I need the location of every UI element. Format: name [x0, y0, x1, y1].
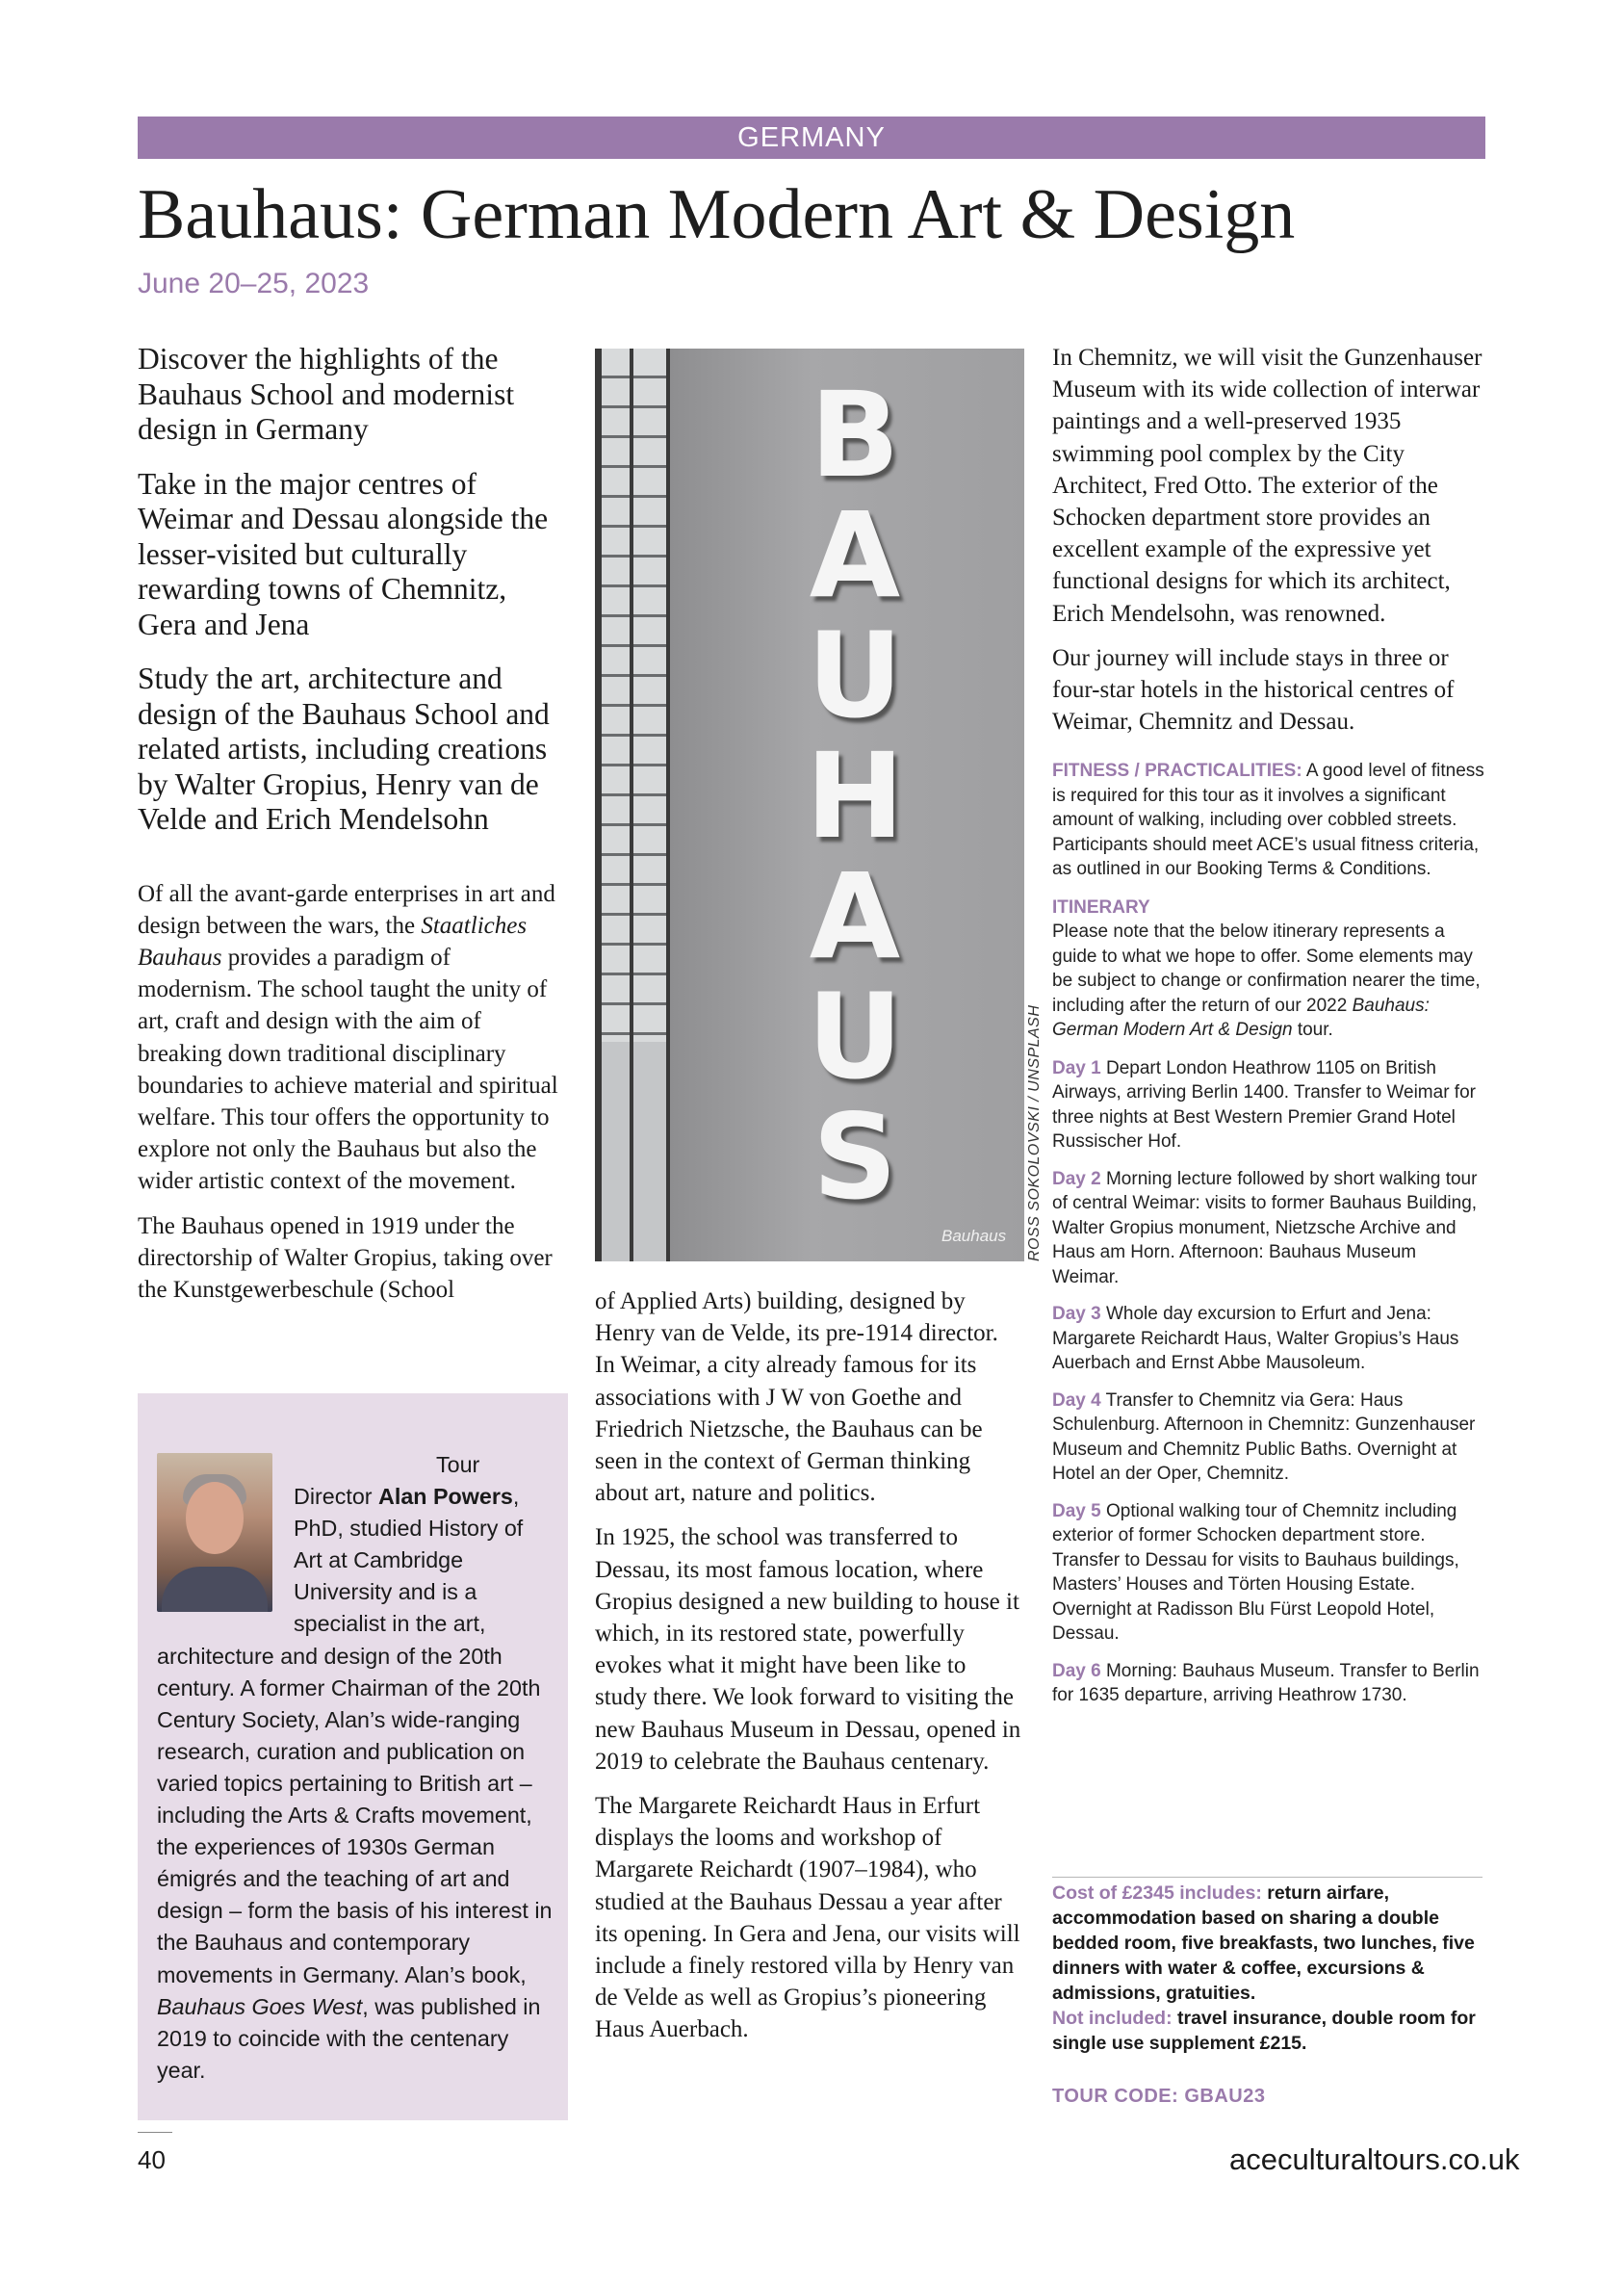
day-label: Day 4 — [1052, 1389, 1101, 1411]
middle-paragraph-3: The Margarete Reichardt Haus in Erfurt displays the looms and workshop of Margarete Reichardt (1907–1984), who studied at the Bauhaus Dessau a year after its opening. In Gera and Jena, our visits will include a finely restored villa by Henry van de Velde as well as Gropius’s pioneering Haus Auerbach. — [595, 1793, 1020, 2043]
page-number-rule — [138, 2132, 172, 2133]
cost-section — [1052, 1881, 1487, 2056]
right-paragraph-1: In Chemnitz, we will visit the Gunzenhauser Museum with its wide collection of interwar paintings and a well-preserved 1935 swimming pool complex by the City Architect, Fred Otto. The exterior of the Schocken department store provides an excellent example of the expressive yet functional designs for which its architect, Erich Mendelsohn, was renowned. — [1052, 345, 1482, 627]
page-title: Bauhaus: German Modern Art & Design — [138, 175, 1296, 254]
bauhaus-photo — [595, 349, 1024, 1261]
not-included-text: travel insurance, double room for single use supplement £215. — [1052, 2008, 1476, 2054]
fitness-text: A good level of fitness is required for this tour as it involves a significant amount of walking, including over cobbled streets. Participants should meet ACE’s usual fitness criteria, as outlined in our Booking Terms & Conditions. — [1052, 761, 1484, 880]
director-text-b: , was published in 2019 to coincide with the centenary year. — [157, 1993, 541, 2083]
right-column — [1052, 342, 1487, 1708]
day-label: Day 5 — [1052, 1500, 1101, 1521]
right-paragraph-2: Our journey will include stays in three or four-star hotels in the historical centres of Weimar, Chemnitz and Dessau. — [1052, 644, 1455, 736]
itinerary-label: ITINERARY — [1052, 896, 1150, 918]
cost-label: Cost of £2345 includes: — [1052, 1882, 1262, 1904]
page-number: 40 — [138, 2145, 166, 2174]
photo-letters — [792, 367, 917, 1226]
itinerary-section — [1052, 895, 1487, 1708]
day-text: Transfer to Chemnitz via Gera: Haus Schulenburg. Afternoon in Chemnitz: Gunzenhauser Museum and Chemnitz Public Baths. Overnight at Hotel an der Oper, Chemnitz. — [1052, 1389, 1476, 1485]
middle-paragraph-1: of Applied Arts) building, designed by Henry van de Velde, its pre-1914 director. In Weimar, a city already famous for its associations with J W von Goethe and Friedrich Nietzsche, the Bauhaus can be seen in the context of German thinking about art, nature and politics. — [595, 1288, 998, 1507]
itinerary-note-italic: Bauhaus: German Modern Art & Design — [1052, 995, 1430, 1041]
tour-code: TOUR CODE: GBAU23 — [1052, 2086, 1266, 2107]
photo-sign-text: Bauhaus — [941, 1227, 1007, 1245]
intro-text-b: provides a paradigm of modernism. The school taught the unity of art, craft and design with the aim of breaking down traditional disciplinary boundaries to achieve material and spiritual welfare. This tour offers the opportunity to explore not only the Bauhaus but also the wider artistic context of the movement. — [138, 944, 558, 1195]
itinerary-day — [1052, 1659, 1487, 1708]
photo-letter: U — [807, 969, 903, 1105]
day-text: Optional walking tour of Chemnitz including exterior of former Schocken department store. Transfer to Dessau for visits to Bauhaus buildings, Masters’ Houses and Törten Housing Estate. Overnight at Radisson Blu Fürst Leopold Hotel, Dessau. — [1052, 1500, 1459, 1645]
photo-letter: A — [809, 487, 901, 624]
itinerary-note — [1052, 920, 1487, 1043]
photo-letter: U — [807, 608, 903, 744]
left-column — [138, 342, 569, 1318]
highlight-3: Study the art, architecture and design of the Bauhaus School and related artists, including creations by Walter Gropius, Henry van de Velde and Erich Mendelsohn — [138, 662, 550, 836]
itinerary-note-b: tour. — [1292, 1020, 1333, 1041]
day-label: Day 2 — [1052, 1168, 1101, 1189]
tour-dates: June 20–25, 2023 — [138, 268, 370, 299]
cost-divider — [1052, 1877, 1482, 1878]
highlight-1: Discover the highlights of the Bauhaus School and modernist design in Germany — [138, 342, 515, 446]
fitness-section — [1052, 759, 1487, 882]
website-url: aceculturaltours.co.uk — [1229, 2142, 1520, 2176]
highlight-2: Take in the major centres of Weimar and Dessau alongside the lesser-visited but culturally rewarding towns of Chemnitz, Gera and Jena — [138, 466, 549, 641]
fitness-label: FITNESS / PRACTICALITIES: — [1052, 761, 1302, 782]
itinerary-note-a: Please note that the below itinerary represents a guide to what we hope to offer. Some elements may be subject to change or confirmation nearer the time, including after the return of our 2022 — [1052, 921, 1481, 1016]
day-label: Day 3 — [1052, 1304, 1101, 1325]
itinerary-day — [1052, 1389, 1487, 1487]
country-banner — [138, 117, 1485, 159]
itinerary-day — [1052, 1167, 1487, 1290]
tour-director-box — [138, 1393, 568, 2120]
day-label: Day 1 — [1052, 1057, 1101, 1078]
director-name: Alan Powers — [378, 1484, 513, 1510]
itinerary-day — [1052, 1056, 1487, 1155]
director-book: Bauhaus Goes West — [157, 1993, 363, 2019]
day-text: Morning: Bauhaus Museum. Transfer to Berlin for 1635 departure, arriving Heathrow 1730. — [1052, 1660, 1480, 1706]
director-prefix: Tour Director — [294, 1452, 480, 1510]
photo-letter: S — [812, 1089, 897, 1226]
history-paragraph: The Bauhaus opened in 1919 under the directorship of Walter Gropius, taking over the Kunstgewerbeschule (School — [138, 1212, 553, 1303]
photo-letter: A — [809, 848, 901, 985]
day-text: Morning lecture followed by short walking tour of central Weimar: visits to former Bauhaus Building, Walter Gropius monument, Nietzsche Archive and Haus am Horn. Afternoon: Bauhaus Museum Weimar. — [1052, 1168, 1478, 1287]
director-text-a: , PhD, studied History of Art at Cambridge University and is a specialist in the art, architecture and design of the 20th century. A former Chairman of the 20th Century Society, Alan’s wide-ranging research, curation and publication on varied topics pertaining to British art – including the Arts & Crafts movement, the experiences of 1930s German émigrés and the teaching of art and design – form the basis of his interest in the Bauhaus and contemporary movements in Germany. Alan’s book, — [157, 1484, 553, 1987]
photo-credit: ROSS SOKOLOVSKI / UNSPLASH — [1026, 1004, 1043, 1261]
itinerary-day — [1052, 1499, 1487, 1647]
middle-column — [595, 1285, 1023, 2059]
intro-text-a: Of all the avant-garde enterprises in art and design between the wars, the — [138, 880, 555, 939]
itinerary-day — [1052, 1302, 1487, 1376]
not-included-label: Not included: — [1052, 2008, 1173, 2029]
intro-paragraph — [138, 878, 569, 1198]
director-bio — [157, 1449, 556, 2087]
country-label: GERMANY — [737, 122, 886, 153]
day-text: Depart London Heathrow 1105 on British Airways, arriving Berlin 1400. Transfer to Weimar for three nights at Best Western Premier Grand Hotel Russischer Hof. — [1052, 1057, 1476, 1153]
day-text: Whole day excursion to Erfurt and Jena: Margarete Reichardt Haus, Walter Gropius’s Haus Auerbach and Ernst Abbe Mausoleum. — [1052, 1304, 1459, 1374]
middle-paragraph-2: In 1925, the school was transferred to Dessau, its most famous location, where Gropius designed a new building to house it which, in its restored state, powerfully evokes what it might have been like to study there. We look forward to visiting the new Bauhaus Museum in Dessau, opened in 2019 to celebrate the Bauhaus centenary. — [595, 1524, 1021, 1775]
photo-letter: B — [810, 367, 900, 504]
photo-letter: H — [805, 728, 905, 865]
intro-italic: Staatliches Bauhaus — [138, 912, 528, 971]
day-label: Day 6 — [1052, 1660, 1101, 1681]
cost-text: return airfare, accommodation based on sharing a double bedded room, five breakfasts, two lunches, five dinners with water & coffee, excursions & admissions, gratuities. — [1052, 1882, 1475, 2004]
